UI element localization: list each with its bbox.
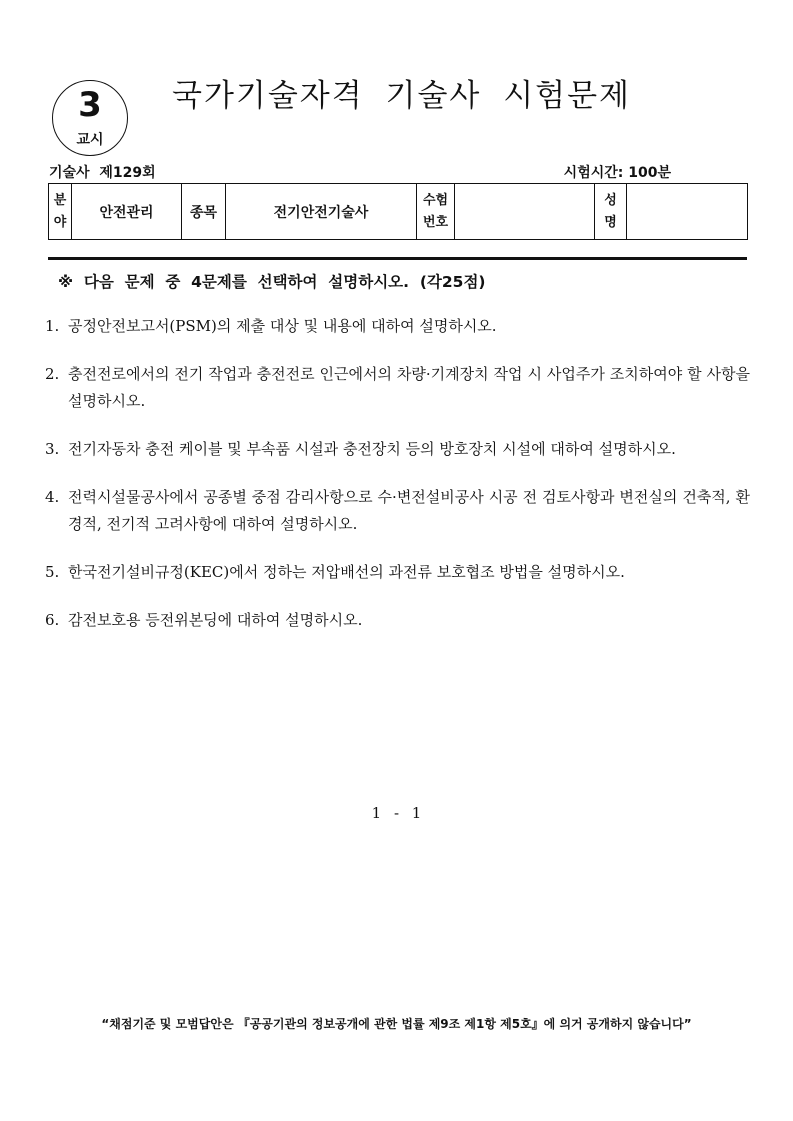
question-number: 6. [45, 611, 60, 629]
question-item [45, 313, 750, 340]
disclaimer-text: “채점기준 및 모범답안은 『공공기관의 정보공개에 관한 법률 제9조 제1항 제5호』에 의거 공개하지 않습니다” [101, 1017, 692, 1031]
category-value: 전기안전기술사 [226, 184, 417, 240]
name-field[interactable] [627, 184, 748, 240]
page-number: 1 - 1 [371, 804, 422, 822]
question-item [45, 436, 750, 463]
question-number: 5. [45, 563, 60, 581]
category-label: 종목 [182, 184, 226, 240]
session-badge [52, 80, 128, 156]
question-item [45, 559, 750, 586]
session-number: 3 [78, 85, 102, 125]
page-title: 국가기술자격 기술사 시험문제 [172, 78, 632, 114]
question-list [45, 313, 750, 655]
question-number: 4. [45, 488, 60, 506]
question-number: 1. [45, 317, 60, 335]
question-text: 공정안전보고서(PSM)의 제출 대상 및 내용에 대하여 설명하시오. [68, 317, 497, 335]
question-text: 한국전기설비규정(KEC)에서 정하는 저압배선의 과전류 보호협조 방법을 설명하시오. [68, 563, 625, 581]
session-label: 교시 [76, 132, 104, 148]
exam-number-field[interactable] [455, 184, 595, 240]
question-number: 2. [45, 365, 60, 383]
question-number: 3. [45, 440, 60, 458]
question-text: 충전전로에서의 전기 작업과 충전전로 인근에서의 차량·기계장치 작업 시 사업주가 조치하여야 할 사항을 설명하시오. [68, 365, 750, 410]
exam-time: 시험시간: 100분 [563, 165, 671, 181]
exam-number-label: 수험 번호 [417, 184, 455, 240]
name-label: 성 명 [595, 184, 627, 240]
question-text: 전력시설물공사에서 공종별 중점 감리사항으로 수·변전설비공사 시공 전 검토사항과 변전실의 건축적, 환경적, 전기적 고려사항에 대하여 설명하시오. [68, 488, 750, 533]
instruction-text: ※ 다음 문제 중 4문제를 선택하여 설명하시오. (각25점) [58, 273, 486, 291]
divider [48, 257, 747, 260]
field-value: 안전관리 [72, 184, 182, 240]
exam-info-table [48, 183, 748, 240]
question-item [45, 607, 750, 634]
question-item [45, 484, 750, 538]
question-item [45, 361, 750, 415]
field-label: 분 야 [49, 184, 72, 240]
exam-round: 기술사 제129회 [49, 165, 156, 181]
question-text: 전기자동차 충전 케이블 및 부속품 시설과 충전장치 등의 방호장치 시설에 대하여 설명하시오. [68, 440, 676, 458]
question-text: 감전보호용 등전위본딩에 대하여 설명하시오. [68, 611, 363, 629]
